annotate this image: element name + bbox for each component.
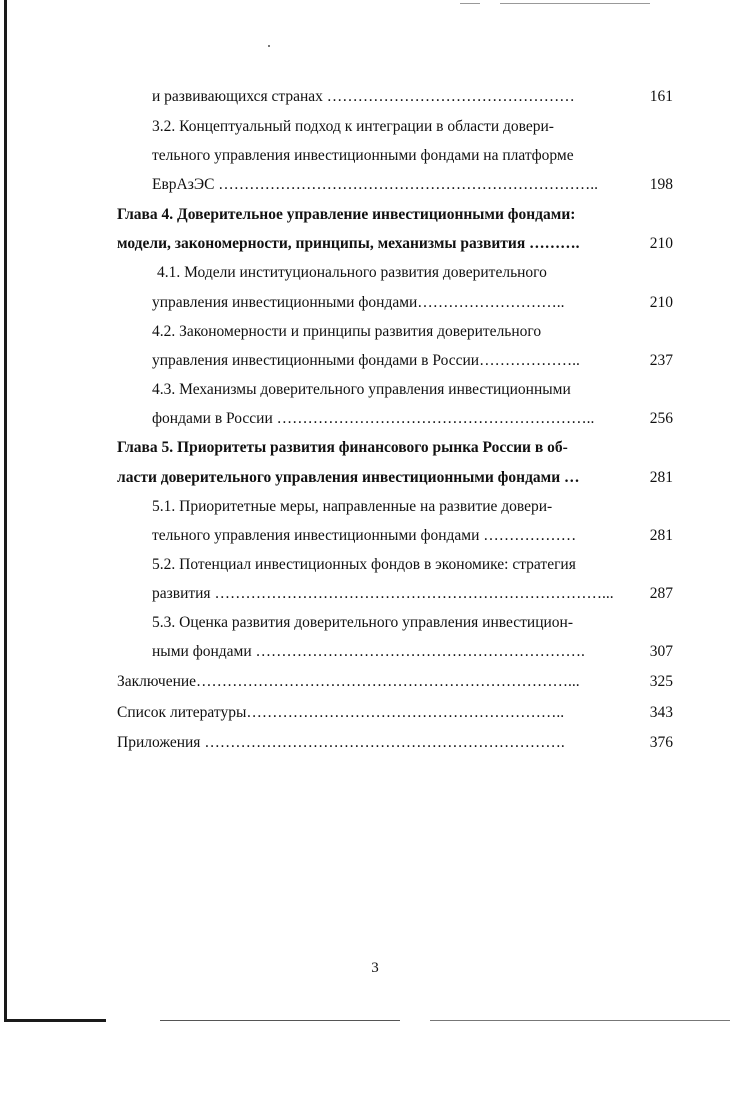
toc-entry-text: ными фондами ………………………………………………………. xyxy=(152,643,585,660)
scan-edge-top-line xyxy=(460,3,480,4)
toc-entry-page: 237 xyxy=(649,352,673,369)
toc-line xyxy=(0,468,733,488)
toc-entry-page: 210 xyxy=(649,294,673,311)
toc-line xyxy=(0,642,733,662)
page-number: 3 xyxy=(371,960,379,976)
toc-line xyxy=(0,438,733,458)
toc-entry-text: тельного управления инвестиционными фондами ……………… xyxy=(152,527,577,544)
toc-entry-text: 5.3. Оценка развития доверительного управления инвестицион- xyxy=(152,614,573,631)
toc-line xyxy=(0,380,733,400)
toc-line xyxy=(0,263,733,283)
toc-line xyxy=(0,205,733,225)
toc-entry-page: 281 xyxy=(649,527,673,544)
toc-line xyxy=(0,733,733,753)
toc-entry-text: управления инвестиционными фондами……………………….. xyxy=(152,294,565,311)
toc-entry-page: 343 xyxy=(649,704,673,721)
toc-line xyxy=(0,293,733,313)
toc-line xyxy=(0,234,733,254)
toc-entry-text: развития …………………………………………………………………... xyxy=(152,585,614,602)
toc-entry-page: 198 xyxy=(649,176,673,193)
toc-entry-page: 307 xyxy=(649,643,673,660)
toc-line xyxy=(0,613,733,633)
toc-entry-text: 3.2. Концептуальный подход к интеграции в области довери- xyxy=(152,118,554,135)
toc-entry-text: тельного управления инвестиционными фондами на платформе xyxy=(152,147,574,164)
toc-chapter-text: модели, закономерности, принципы, механизмы развития ………. xyxy=(117,235,580,252)
toc-entry-text: 4.1. Модели институционального развития доверительного xyxy=(157,264,547,281)
toc-entry-text: Заключение………………………………………………………………... xyxy=(117,673,580,690)
toc-entry-page: 210 xyxy=(649,235,673,252)
scan-speck xyxy=(268,45,270,47)
toc-entry-text: 4.2. Закономерности и принципы развития доверительного xyxy=(152,323,542,340)
toc-entry-text: и развивающихся странах ………………………………………… xyxy=(152,88,575,105)
toc-entry-text: Список литературы…………………………………………………….. xyxy=(117,704,565,721)
toc-line xyxy=(0,409,733,429)
toc-entry-text: 4.3. Механизмы доверительного управления инвестиционными xyxy=(152,381,571,398)
scan-edge-bottom-line xyxy=(430,1020,730,1021)
scan-edge-bottom xyxy=(4,1019,106,1022)
toc-entry-text: 5.2. Потенциал инвестиционных фондов в экономике: стратегия xyxy=(152,556,576,573)
toc-line xyxy=(0,146,733,166)
toc-entry-page: 161 xyxy=(649,88,673,105)
toc-line xyxy=(0,117,733,137)
toc-chapter-text: ласти доверительного управления инвестиционными фондами … xyxy=(117,469,580,486)
toc-line xyxy=(0,351,733,371)
toc-entry-text: ЕврАзЭС ……………………………………………………………….. xyxy=(152,176,599,193)
toc-line xyxy=(0,703,733,723)
toc-entry-text: фондами в России …………………………………………………….. xyxy=(152,410,595,427)
toc-line xyxy=(0,497,733,517)
toc-line xyxy=(0,672,733,692)
scan-edge-bottom-line xyxy=(160,1020,400,1021)
toc-entry-text: 5.1. Приоритетные меры, направленные на развитие довери- xyxy=(152,498,553,515)
toc-line xyxy=(0,555,733,575)
scan-edge-top-line xyxy=(500,3,650,4)
toc-line xyxy=(0,584,733,604)
toc-entry-text: Приложения ……………………………………………………………. xyxy=(117,734,565,751)
toc-entry-page: 325 xyxy=(649,673,673,690)
toc-line xyxy=(0,526,733,546)
toc-entry-page: 287 xyxy=(649,585,673,602)
toc-entry-page: 256 xyxy=(649,410,673,427)
toc-entry-text: управления инвестиционными фондами в России……………….. xyxy=(152,352,580,369)
toc-entry-page: 376 xyxy=(649,734,673,751)
toc-chapter-text: Глава 5. Приоритеты развития финансового рынка России в об- xyxy=(117,439,568,456)
toc-line xyxy=(0,175,733,195)
toc-line xyxy=(0,87,733,107)
toc-entry-page: 281 xyxy=(649,469,673,486)
toc-chapter-text: Глава 4. Доверительное управление инвестиционными фондами: xyxy=(117,206,576,223)
toc-line xyxy=(0,322,733,342)
